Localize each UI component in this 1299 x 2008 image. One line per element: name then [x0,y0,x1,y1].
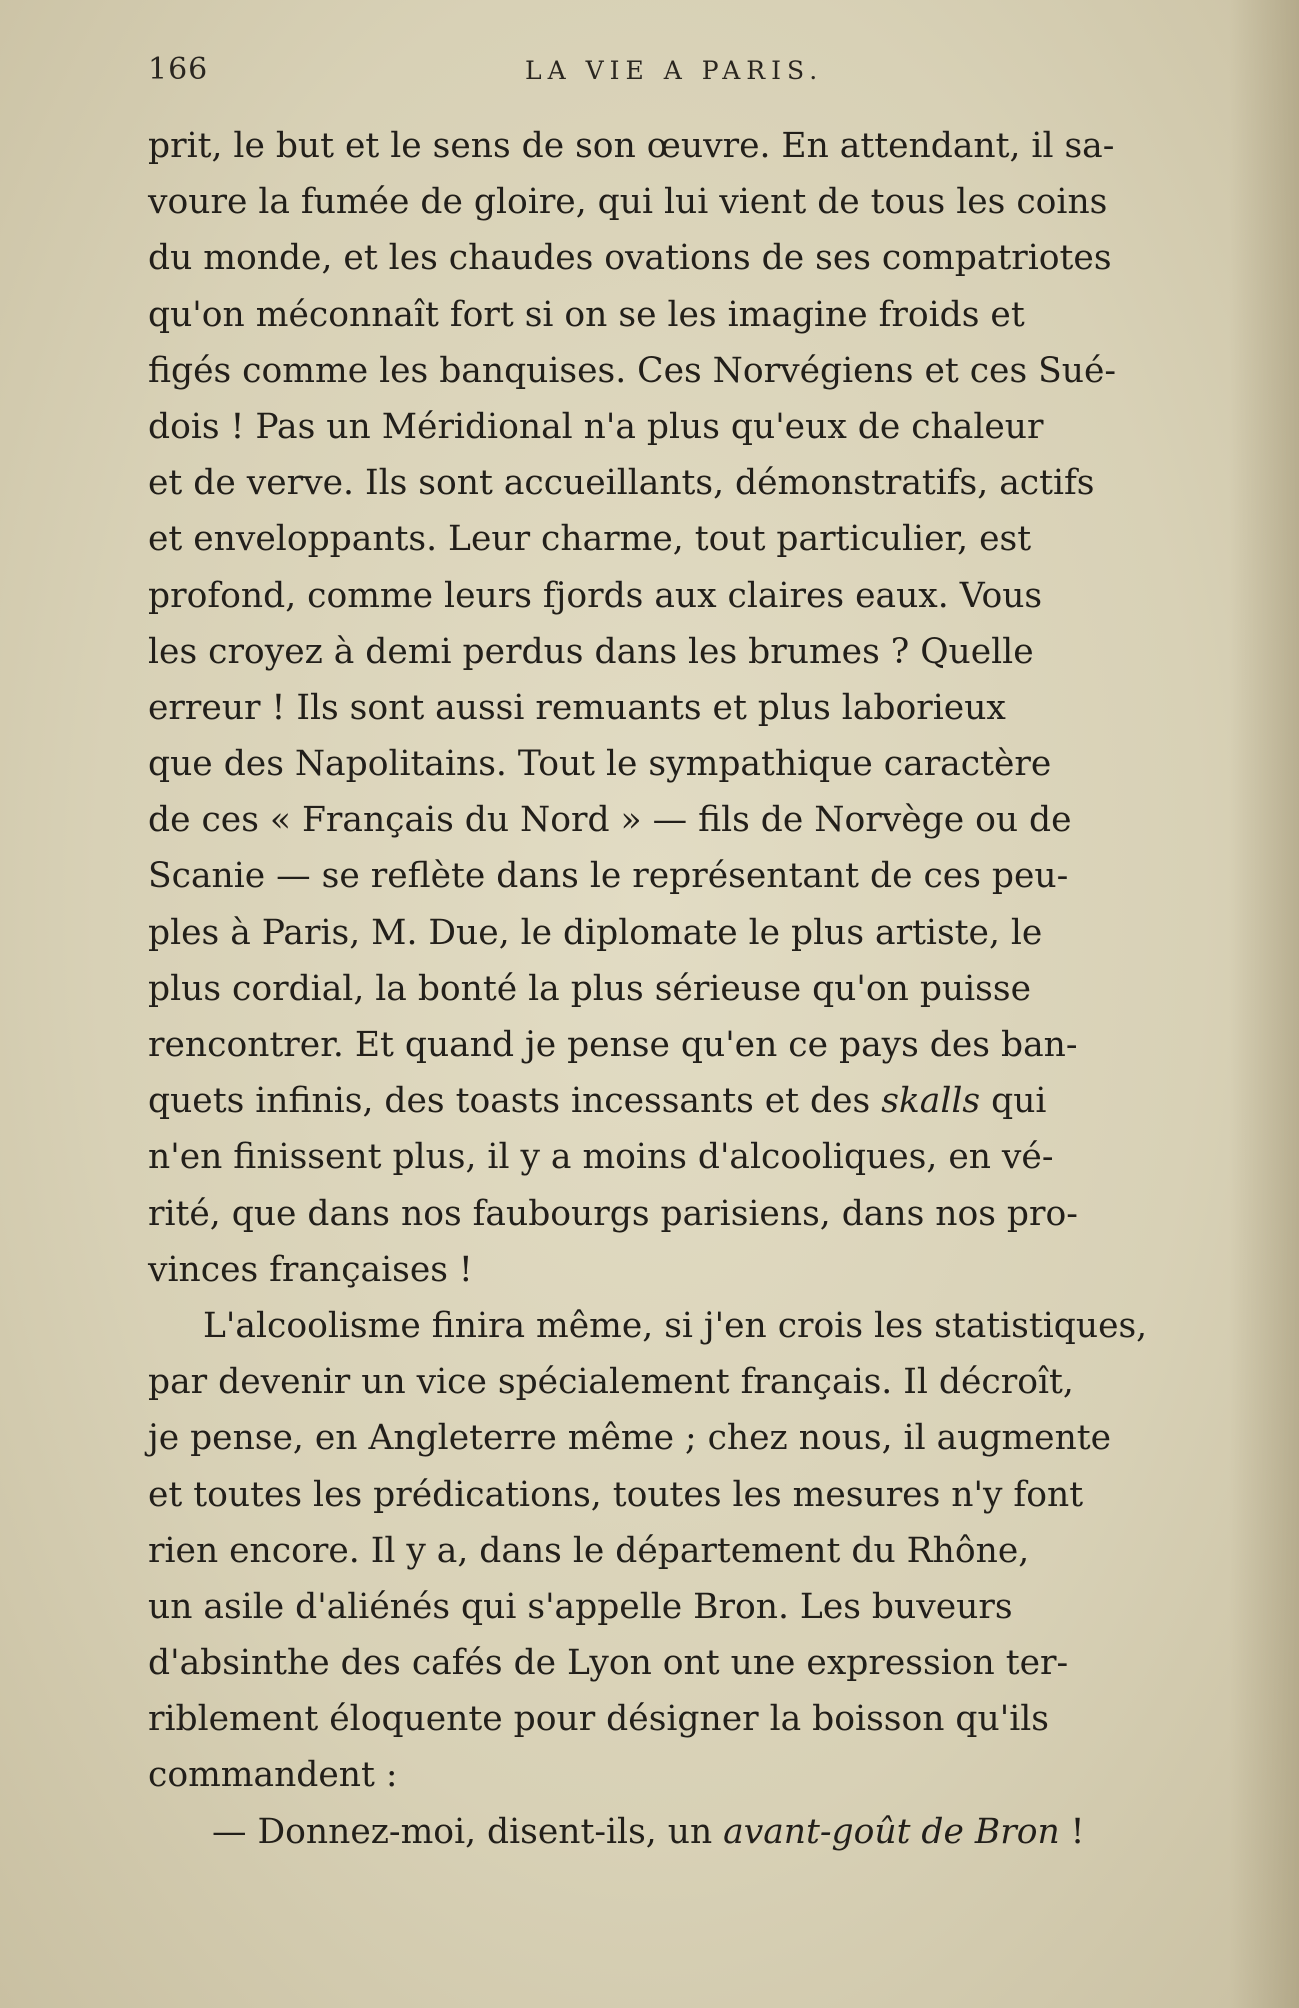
paragraph-start-line: L'alcoolisme finira même, si j'en crois les statistiques, [203,1305,1148,1346]
text-segment: quets infinis, des toasts incessants et des [148,1081,882,1122]
page-header [148,52,1168,92]
italic-word: skalls [881,1081,981,1122]
text-line: prit, le but et le sens de son œuvre. En attendant, il sa- [148,126,1115,166]
text-line: rien encore. Il y a, dans le département du Rhône, [148,1530,1030,1571]
text-line: voure la fumée de gloire, qui lui vient de tous les coins [148,182,1108,223]
text-line: de ces « Français du Nord » — fils de Norvège ou de [148,800,1072,841]
text-line: erreur ! Ils sont aussi remuants et plus laborieux [148,687,1006,728]
dialogue-line [148,1804,1258,1860]
text-line: du monde, et les chaudes ovations de ses compatriotes [148,238,1112,279]
text-line: figés comme les banquises. Ces Norvégiens et ces Sué- [148,350,1117,391]
text-line: plus cordial, la bonté la plus sérieuse qu'on puisse [148,968,1032,1009]
text-line: qu'on méconnaît fort si on se les imagine froids et [148,294,1025,335]
text-line [148,1073,1258,1129]
text-line: par devenir un vice spécialement français. Il décroît, [148,1362,1074,1403]
text-line: et de verve. Ils sont accueillants, démonstratifs, actifs [148,463,1095,504]
page-number: 166 [148,52,209,87]
italic-phrase: avant-goût de Bron [723,1811,1060,1852]
text-line: je pense, en Angleterre même ; chez nous, il augmente [148,1418,1112,1459]
text-line: que des Napolitains. Tout le sympathique caractère [148,744,1052,785]
body-text [148,118,1258,1860]
text-line: profond, comme leurs fjords aux claires eaux. Vous [148,575,1043,616]
text-line: dois ! Pas un Méridional n'a plus qu'eux de chaleur [148,406,1044,447]
text-line: et toutes les prédications, toutes les mesures n'y font [148,1474,1084,1515]
text-segment: qui [980,1081,1047,1122]
text-line: et enveloppants. Leur charme, tout particulier, est [148,519,1032,560]
text-line: rencontrer. Et quand je pense qu'en ce pays des ban- [148,1025,1078,1065]
text-line: un asile d'aliénés qui s'appelle Bron. Les buveurs [148,1586,1013,1627]
running-title: LA VIE A PARIS. [525,56,824,85]
text-line: d'absinthe des cafés de Lyon ont une expression ter- [148,1643,1069,1684]
text-line: commandent : [148,1755,398,1796]
text-line: ples à Paris, M. Due, le diplomate le plus artiste, le [148,912,1043,953]
text-line: vinces françaises ! [148,1249,473,1290]
text-line: rité, que dans nos faubourgs parisiens, dans nos pro- [148,1193,1078,1234]
text-line: les croyez à demi perdus dans les brumes ? Quelle [148,631,1034,672]
text-line: Scanie — se reflète dans le représentant de ces peu- [148,856,1069,897]
text-line: n'en finissent plus, il y a moins d'alcooliques, en vé- [148,1137,1054,1178]
text-segment: ! [1059,1811,1085,1852]
text-segment: — Donnez-moi, disent-ils, un [212,1811,724,1852]
text-line: riblement éloquente pour désigner la boisson qu'ils [148,1699,1049,1740]
